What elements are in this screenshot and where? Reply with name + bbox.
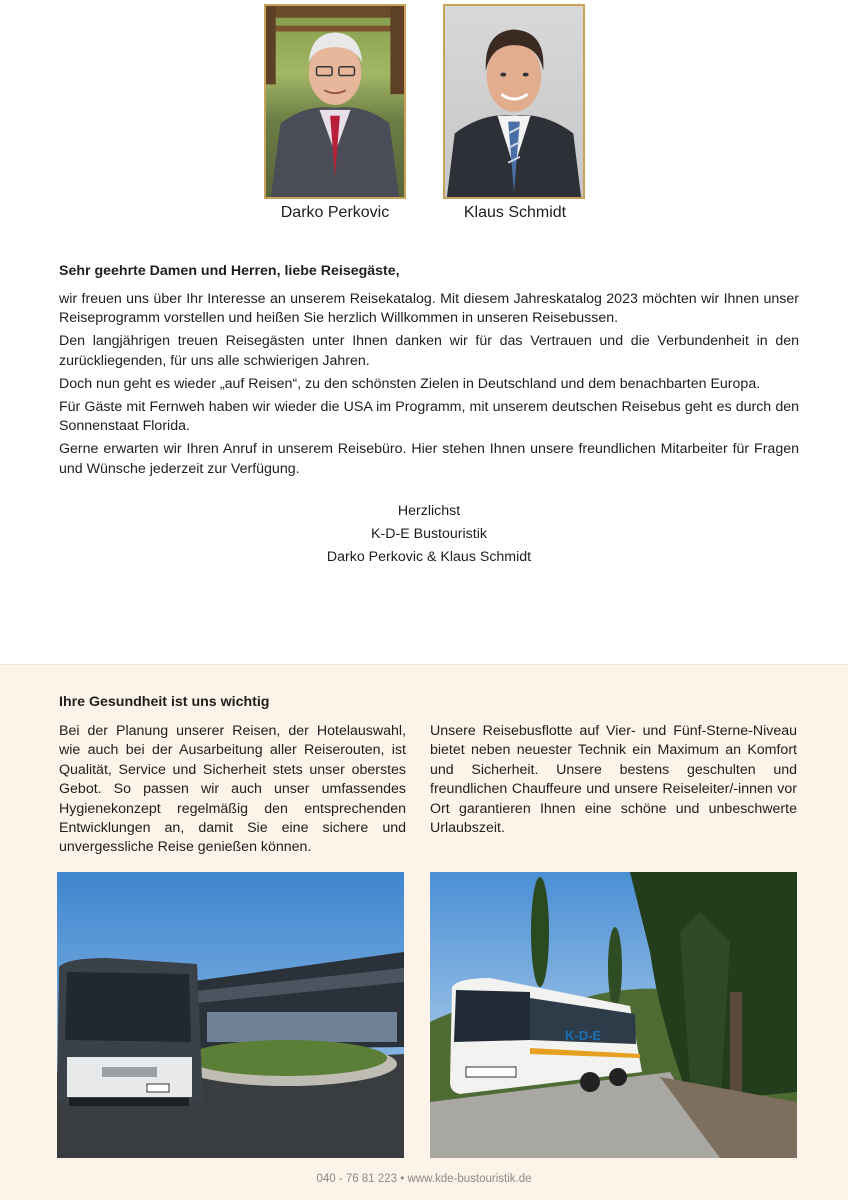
bus-logo-text: K-D-E [565, 1028, 602, 1043]
footer-contact: 040 - 76 81 223 • www.kde-bustouristik.de [316, 1173, 532, 1185]
welcome-letter [59, 262, 799, 483]
letter-greeting: Sehr geehrte Damen und Herren, liebe Reisegäste, [59, 263, 400, 279]
letter-signatories: Darko Perkovic & Klaus Schmidt [326, 549, 532, 565]
health-section-title: Ihre Gesundheit ist uns wichtig [59, 694, 270, 710]
health-text-left: Bei der Planung unserer Reisen, der Hotelauswahl, wie auch bei der Ausarbeitung aller Reiserouten, ist Qualität, Service und Sicherheit stets unser oberstes Gebot. So passen wir auch unser umfassendes Hygienekonzept regelmäßig den entsprechenden Entwicklungen an, damit Sie eine sichere und unvergessliche Reise genießen können. [59, 723, 406, 856]
letter-paragraph: wir freuen uns über Ihr Interesse an unserem Reisekatalog. Mit diesem Jahreskatalog 2023 möchten wir Ihnen unser Reiseprogramm vorstellen und heißen Sie herzlich Willkommen in unseren Reisebussen. [59, 290, 799, 326]
portrait-darko-perkovic [264, 4, 406, 199]
bus-photo-hotel [57, 872, 404, 1158]
letter-signoff [229, 500, 629, 569]
letter-paragraph: Gerne erwarten wir Ihren Anruf in unserem Reisebüro. Hier stehen Ihnen unsere freundlichen Mitarbeiter für Fragen und Wünsche jederzeit zur Verfügung. [59, 441, 799, 477]
letter-closing: Herzlichst [397, 503, 461, 519]
letter-paragraph: Für Gäste mit Fernweh haben wir wieder die USA im Programm, mit unserem deutschen Reisebus geht es durch den Sonnenstaat Florida. [59, 398, 799, 434]
portrait-klaus-schmidt [443, 4, 585, 199]
letter-paragraph: Den langjährigen treuen Reisegästen unter Ihnen danken wir für das Vertrauen und die Verbundenheit in den zurückliegenden, für uns alle schwierigen Jahren. [59, 333, 799, 369]
bus-photo-countryside [430, 872, 797, 1158]
letter-paragraph: Doch nun geht es wieder „auf Reisen“, zu den schönsten Zielen in Deutschland und dem benachbarten Europa. [59, 375, 761, 392]
health-text-right: Unsere Reisebusflotte auf Vier- und Fünf-Sterne-Niveau bietet neben neuester Technik ein Maximum an Komfort und Sicherheit. Unsere bestens geschulten und freundlichen Chauffeure und unsere Reiseleiter/-innen vor Ort garantieren Ihnen eine schöne und unbeschwerte Urlaubszeit. [430, 723, 797, 837]
letter-company: K-D-E Bustouristik [371, 526, 487, 542]
portrait-caption-darko: Darko Perkovic [280, 204, 390, 221]
portrait-caption-klaus: Klaus Schmidt [463, 204, 567, 221]
